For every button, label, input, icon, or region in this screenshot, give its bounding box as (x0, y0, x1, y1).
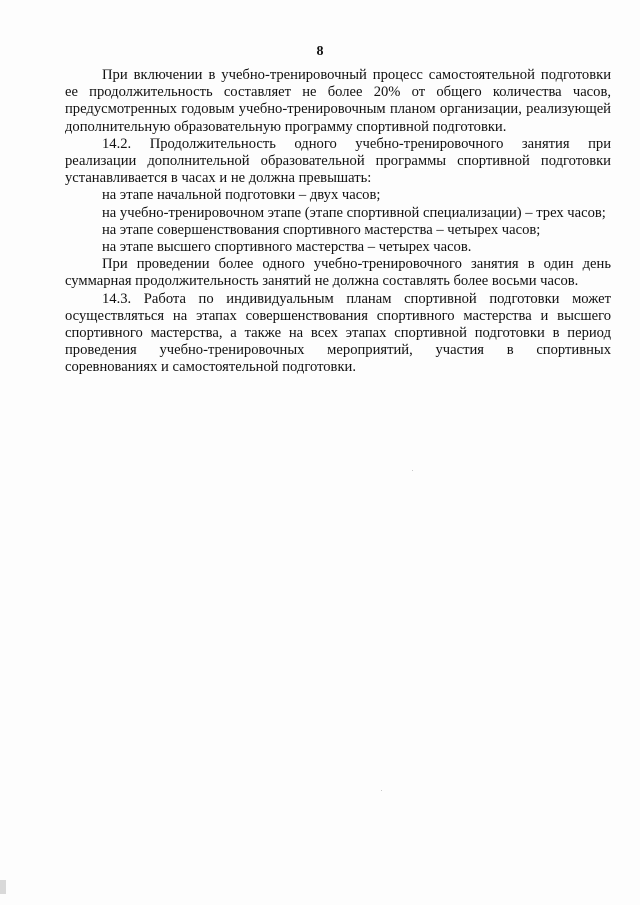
scan-edge-mark (0, 880, 6, 894)
paragraph-self-training: При включении в учебно-тренировочный процесс самостоятельной подготовки ее продолжительность составляет не более 20% от общего количества часов, предусмотренных годовым учебно-тренировочным планом организации, реализующей дополнительную образовательную программу спортивной подготовки. (65, 67, 611, 135)
paragraph-14-2: 14.2. Продолжительность одного учебно-тренировочного занятия при реализации дополнительной образовательной программы спортивной подготовки устанавливается в часах и не должна превышать: (65, 135, 611, 187)
paragraph-14-3: 14.3. Работа по индивидуальным планам спортивной подготовки может осуществляться на этапах совершенствования спортивного мастерства и высшего спортивного мастерства, а также на всех этапах спортивной подготовки в период проведения учебно-тренировочных мероприятий, участия в спортивных соревнованиях и самостоятельной подготовки. (65, 290, 611, 376)
scan-speck (381, 790, 382, 791)
page-number: 8 (316, 44, 324, 59)
list-item-training-stage: на учебно-тренировочном этапе (этапе спортивной специализации) – трех часов; (102, 204, 606, 221)
list-item-initial-stage: на этапе начальной подготовки – двух часов; (102, 187, 381, 204)
list-item-improvement-stage: на этапе совершенствования спортивного мастерства – четырех часов; (102, 221, 541, 238)
scan-speck (412, 470, 413, 471)
document-body (65, 67, 611, 377)
paragraph-daily-limit: При проведении более одного учебно-тренировочного занятия в один день суммарная продолжительность занятий не должна составлять более восьми часов. (65, 256, 611, 290)
list-item-higher-mastery-stage: на этапе высшего спортивного мастерства – четырех часов. (102, 239, 472, 256)
